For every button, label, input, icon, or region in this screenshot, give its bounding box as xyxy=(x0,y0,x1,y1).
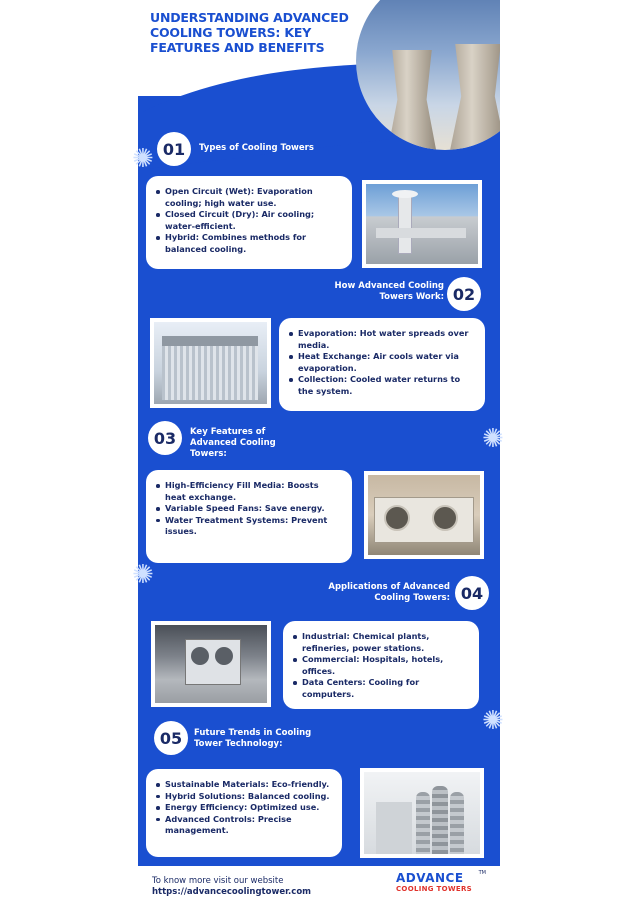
sparkle-icon: ✺ xyxy=(132,560,154,590)
section-heading: Types of Cooling Towers xyxy=(199,143,314,153)
section-card xyxy=(146,470,352,563)
section-number-badge: 01 xyxy=(157,132,191,166)
section-card xyxy=(279,318,485,411)
section-card xyxy=(146,769,342,857)
section-heading: Applications of Advanced Cooling Towers: xyxy=(328,582,450,603)
section-photo xyxy=(151,621,271,707)
section-number-badge: 05 xyxy=(154,721,188,755)
logo-wordmark: ADVANCE xyxy=(396,871,464,885)
section-photo xyxy=(362,180,482,268)
sparkle-icon: ✺ xyxy=(482,424,504,454)
list-item: Open Circuit (Wet): Evaporation cooling; high water use. xyxy=(156,186,342,209)
section-photo xyxy=(150,318,271,408)
page-title: UNDERSTANDING ADVANCED COOLING TOWERS: KEY FEATURES AND BENEFITS xyxy=(150,10,349,55)
list-item: Evaporation: Hot water spreads over media. xyxy=(289,328,475,351)
brand-logo xyxy=(396,872,488,900)
footer-text xyxy=(152,876,311,898)
list-item: High-Efficiency Fill Media: Boosts heat exchange. xyxy=(156,480,342,503)
trademark-mark: TM xyxy=(478,870,486,876)
sparkle-icon: ✺ xyxy=(132,144,154,174)
sparkle-icon: ✺ xyxy=(482,706,504,736)
list-item: Sustainable Materials: Eco-friendly. xyxy=(156,779,332,791)
section-photo xyxy=(364,471,484,559)
logo-subtext: COOLING TOWERS xyxy=(396,885,473,893)
list-item: Hybrid: Combines methods for balanced cooling. xyxy=(156,232,342,255)
section-card xyxy=(146,176,352,269)
list-item: Industrial: Chemical plants, refineries, power stations. xyxy=(293,631,469,654)
website-link[interactable]: https://advancecoolingtower.com xyxy=(152,887,312,897)
section-heading: Future Trends in Cooling Tower Technology: xyxy=(194,728,312,749)
list-item: Data Centers: Cooling for computers. xyxy=(293,677,469,700)
section-number-badge: 02 xyxy=(447,277,481,311)
list-item: Heat Exchange: Air cools water via evaporation. xyxy=(289,351,475,374)
list-item: Advanced Controls: Precise management. xyxy=(156,814,332,837)
list-item: Energy Efficiency: Optimized use. xyxy=(156,802,332,814)
section-photo xyxy=(360,768,484,858)
section-heading: Key Features of Advanced Cooling Towers: xyxy=(190,427,276,459)
section-number-badge: 04 xyxy=(455,576,489,610)
list-item: Water Treatment Systems: Prevent issues. xyxy=(156,515,342,538)
section-heading: How Advanced Cooling Towers Work: xyxy=(334,281,444,302)
list-item: Variable Speed Fans: Save energy. xyxy=(156,503,342,515)
section-number-badge: 03 xyxy=(148,421,182,455)
list-item: Collection: Cooled water returns to the system. xyxy=(289,374,475,397)
section-card xyxy=(283,621,479,709)
list-item: Hybrid Solutions: Balanced cooling. xyxy=(156,791,332,803)
list-item: Closed Circuit (Dry): Air cooling; water-efficient. xyxy=(156,209,342,232)
list-item: Commercial: Hospitals, hotels, offices. xyxy=(293,654,469,677)
footer-line: To know more visit our website xyxy=(152,876,284,886)
